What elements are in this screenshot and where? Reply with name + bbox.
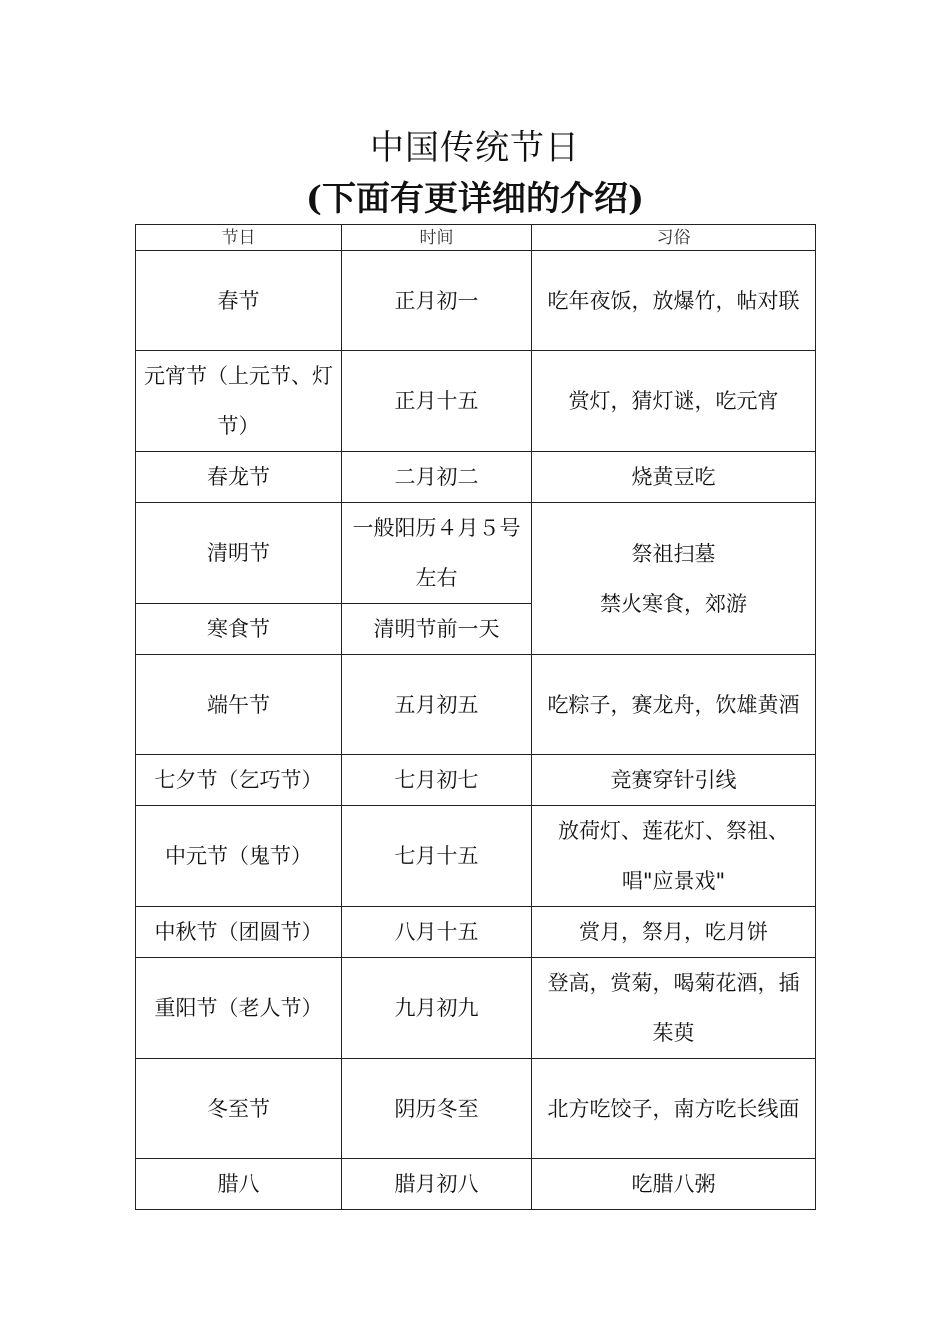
cell-custom: 吃腊八粥 — [532, 1159, 816, 1210]
cell-time: 腊月初八 — [342, 1159, 532, 1210]
table-row — [136, 503, 816, 604]
cell-custom: 竞赛穿针引线 — [532, 755, 816, 806]
cell-time: 正月十五 — [342, 351, 532, 452]
cell-time: 五月初五 — [342, 655, 532, 755]
table-row — [136, 1059, 816, 1159]
cell-festival: 七夕节（乞巧节） — [136, 755, 342, 806]
festival-table — [135, 224, 816, 1210]
cell-festival: 重阳节（老人节） — [136, 958, 342, 1059]
cell-festival: 腊八 — [136, 1159, 342, 1210]
table-row — [136, 655, 816, 755]
header-custom: 习俗 — [532, 225, 816, 251]
cell-festival: 春节 — [136, 251, 342, 351]
header-festival: 节日 — [136, 225, 342, 251]
cell-time: 阴历冬至 — [342, 1059, 532, 1159]
cell-custom: 放荷灯、莲花灯、祭祖、唱"应景戏" — [532, 806, 816, 907]
cell-custom: 吃粽子，赛龙舟，饮雄黄酒 — [532, 655, 816, 755]
cell-festival: 冬至节 — [136, 1059, 342, 1159]
header-time: 时间 — [342, 225, 532, 251]
cell-custom: 吃年夜饭，放爆竹，帖对联 — [532, 251, 816, 351]
table-row — [136, 755, 816, 806]
cell-festival: 端午节 — [136, 655, 342, 755]
page-subtitle: (下面有更详细的介绍) — [305, 179, 645, 219]
cell-custom: 北方吃饺子，南方吃长线面 — [532, 1059, 816, 1159]
table-row — [136, 1159, 816, 1210]
table-row — [136, 806, 816, 907]
cell-time: 正月初一 — [342, 251, 532, 351]
table-header-row — [136, 225, 816, 251]
cell-custom: 烧黄豆吃 — [532, 452, 816, 503]
cell-festival: 清明节 — [136, 503, 342, 604]
cell-custom: 祭祖扫墓 禁火寒食，郊游 — [532, 503, 816, 655]
cell-time: 七月初七 — [342, 755, 532, 806]
table-row — [136, 958, 816, 1059]
cell-time: 一般阳历４月５号左右 — [342, 503, 532, 604]
cell-time: 七月十五 — [342, 806, 532, 907]
cell-festival: 中元节（鬼节） — [136, 806, 342, 907]
cell-time: 九月初九 — [342, 958, 532, 1059]
cell-time: 清明节前一天 — [342, 604, 532, 655]
cell-festival: 寒食节 — [136, 604, 342, 655]
cell-custom: 登高，赏菊，喝菊花酒，插茱萸 — [532, 958, 816, 1059]
cell-festival: 元宵节（上元节、灯节） — [136, 351, 342, 452]
table-row — [136, 251, 816, 351]
page-title: 中国传统节日 — [370, 128, 580, 168]
cell-festival: 中秋节（团圆节） — [136, 907, 342, 958]
table-row — [136, 351, 816, 452]
cell-festival: 春龙节 — [136, 452, 342, 503]
table-row — [136, 452, 816, 503]
cell-time: 二月初二 — [342, 452, 532, 503]
cell-custom: 赏灯，猜灯谜，吃元宵 — [532, 351, 816, 452]
cell-custom: 赏月，祭月，吃月饼 — [532, 907, 816, 958]
cell-time: 八月十五 — [342, 907, 532, 958]
table-row — [136, 907, 816, 958]
